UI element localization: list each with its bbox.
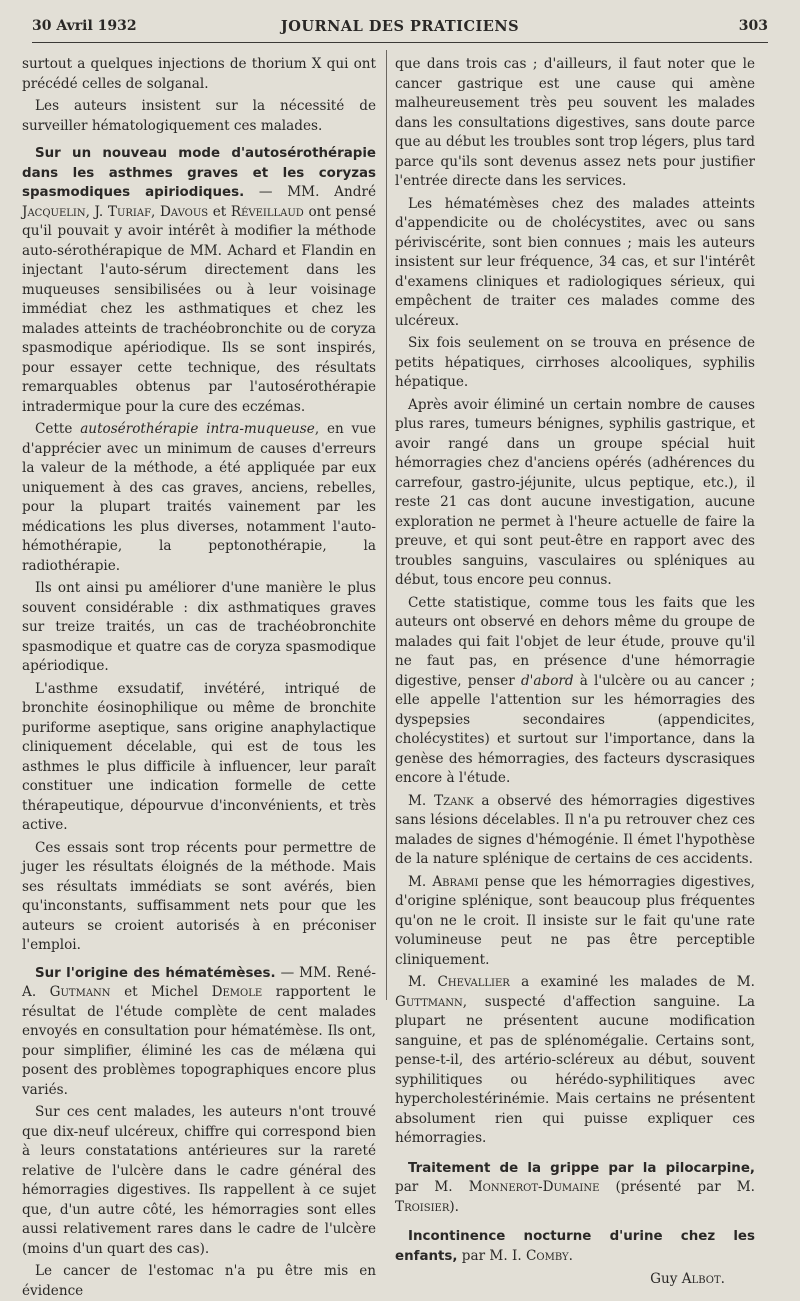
article-title: Traitement de la grippe par la pilocarpine, (408, 1160, 755, 1176)
paragraph: Les hématémèses chez des malades atteints d'appendicite ou de cholécystites, avec ou sans périviscérite, sont bien connues ; mais les auteurs insistent sur leur fréquence, 34 cas, et sur l'intérêt d'examens cliniques et radiologiques sérieux, qui empêchent de traiter ces malades comme des ulcéreux. (395, 195, 755, 329)
author-name: Gutmann (49, 984, 111, 1000)
paragraph: Six fois seulement on se trouva en présence de petits hépatiques, cirrhoses alcooliques, syphilis hépatique. (395, 335, 755, 390)
paragraph: Sur ces cent malades, les auteurs n'ont trouvé que dix-neuf ulcéreux, chiffre qui correspond bien à leurs constatations antérieures sur la rareté relative de l'ulcère dans le cadre général des hémorragies digestives. Ils rappellent à ce sujet que, d'un autre côté, les hémorragies sont elles aussi relativement rares dans le cadre de l'ulcère (moins d'un quart des cas). (22, 1104, 376, 1257)
author-name: Chevallier (437, 974, 510, 990)
author-name: Jacquelin (22, 203, 86, 220)
short-item-incontinence: Incontinence nocturne d'urine chez les enfants, par M. I. Comby. (395, 1229, 755, 1264)
paragraph: Les auteurs insistent sur la nécessité de surveiller hématologiquement ces malades. (22, 98, 376, 134)
article-title: Sur l'origine des hématémèses. (35, 965, 276, 981)
paragraph: M. Abrami pense que les hémorragies digestives, d'origine splénique, sont beaucoup plus fréquentes qu'on ne le croit. Il insiste sur le fait qu'une rate volumineuse peut ne pas être perceptible cliniquement. (395, 873, 755, 968)
author-name: Monnerot-Dumaine (468, 1179, 600, 1195)
short-item-grippe: Traitement de la grippe par la pilocarpine, par M. Monnerot-Dumaine (présenté par M. Troisier). (395, 1160, 756, 1215)
paragraph: surtout a quelques injections de thorium X qui ont précédé celles de solganal. (22, 56, 376, 92)
article-title: Incontinence nocturne d'urine chez les enfants, (395, 1229, 755, 1264)
right-column (395, 55, 756, 1287)
page-header (32, 16, 768, 43)
paragraph: M. Tzank a observé des hémorragies digestives sans lésions décelables. Il n'a pu retrouver chez ces malades de signes d'hémogénie. Il émet l'hypothèse de la nature splénique de certains de ces accidents. (395, 792, 756, 867)
paragraph: Cette autosérothérapie intra-muqueuse, en vue d'apprécier avec un minimum de causes d'erreurs la valeur de la méthode, a été appliquée par eux uniquement à des cas graves, anciens, rebelles, pour la plupart traités vainement par les médications les plus diverses, notamment l'auto-hémothérapie, la peptonothérapie, la radiothérapie. (22, 421, 376, 574)
article-title: Sur un nouveau mode d'autosérothérapie dans les asthmes graves et les coryzas spasmodiques apiriodiques. (22, 146, 376, 200)
author-name: Tzank (434, 792, 474, 809)
paragraph: L'asthme exsudatif, invétéré, intriqué de bronchite éosinophilique ou même de bronchite puriforme aseptique, sans origine anaphylactique cliniquement décelable, qui est de tous les asthmes le plus difficile à influencer, leur paraît constituer une indication formelle de cette thérapeutique, dépourvue d'inconvénients, et très active. (22, 680, 376, 833)
signature: Guy Albot. (650, 1271, 725, 1287)
author-name: Guttmann (395, 993, 463, 1010)
article-hematemeses: Sur l'origine des hématémèses. — MM. René-A. Gutmann et Michel Demole rapportent le résultat de l'étude complète de cent malades envoyés en consultation pour hématémèse. Ils ont, pour simplifier, éliminé les cas de mélæna qui posent des problèmes topographiques encore plus variés. (22, 964, 376, 1098)
journal-title: JOURNAL DES PRATICIENS (280, 18, 520, 35)
paragraph: que dans trois cas ; d'ailleurs, il faut noter que le cancer gastrique est une cause qui amène malheureusement très peu souvent les malades dans les consultations digestives, sans doute parce que au début les troubles sont trop légers, plus tard parce qu'ils sont devenus assez nets pour justifier l'entrée directe dans les services. (395, 56, 755, 189)
paragraph: Le cancer de l'estomac n'a pu être mis en évidence (22, 1263, 376, 1299)
author-name: Abrami (432, 873, 479, 890)
author-name: Demole (211, 984, 263, 1000)
article-autoserotherapie: Sur un nouveau mode d'autosérothérapie dans les asthmes graves et les coryzas spasmodiques apiriodiques. — MM. André Jacquelin, J. Turiaf, Davous et Réveillaud ont pensé qu'il pouvait y avoir intérêt à modifier la méthode auto-sérothérapique de MM. Achard et Flandin en injectant l'auto-sérum directement dans les muqueuses sensibilisées ou à leur voisinage immédiat chez les asthmatiques et chez les malades atteints de trachéobronchite ou de coryza spasmodique apériodique. Ils se sont inspirés, pour essayer cette technique, des résultats remarquables obtenus par l'autosérothérapie intradermique pour la cure des eczémas. (22, 146, 376, 415)
author-name: Réveillaud (230, 203, 304, 220)
author-name: Davous (159, 203, 209, 220)
column-divider (386, 50, 387, 1000)
left-column (22, 55, 376, 1299)
paragraph: Ces essais sont trop récents pour permettre de juger les résultats éloignés de la méthode. Mais ses résultats immédiats se sont avérés, bien qu'inconstants, suffisamment nets pour que les auteurs se croient autorisés à en préconiser l'emploi. (22, 839, 376, 953)
paragraph: Cette statistique, comme tous les faits que les auteurs ont observé en dehors même du groupe de malades qui fait l'objet de leur étude, prouve qu'il ne faut pas, en présence d'une hémorragie digestive, penser d'abord à l'ulcère ou au cancer ; elle appelle l'attention sur les hémorragies des dyspepsies secondaires (appendicites, cholécystites) et surtout sur l'importance, dans la genèse des hémorragies, des facteurs dyscrasiques encore à l'étude. (395, 594, 755, 786)
paragraph: Après avoir éliminé un certain nombre de causes plus rares, tumeurs bénignes, syphilis gastrique, et avoir rangé dans un groupe spécial huit hémorragies chez d'anciens opérés (adhérences du carrefour, gastro-jéjunite, ulcus peptique, etc.), il reste 21 cas dont aucune investigation, aucune exploration ne permet à l'heure actuelle de faire la preuve, et qui sont peut-être en rapport avec des troubles sanguins, vasculaires ou spléniques au début, tous encore peu connus. (395, 396, 755, 588)
author-name: Comby (526, 1247, 569, 1264)
page-number: 303 (738, 18, 768, 34)
paragraph: M. Chevallier a examiné les malades de M. Guttmann, suspecté d'affection sanguine. La plupart ne présentent aucune modification sanguine, et pas de splénomégalie. Certains sont, pense-t-il, des artério-scléreux au début, souvent syphilitiques ou hérédo-syphilitiques avec hypercholestérinémie. Mais certains ne présentent absolument rien qui puisse expliquer ces hémorragies. (395, 974, 755, 1146)
issue-date: 30 Avril 1932 (32, 18, 137, 34)
paragraph: Ils ont ainsi pu améliorer d'une manière le plus souvent considérable : dix asthmatiques graves sur treize traités, un cas de trachéobronchite spasmodique et quatre cas de coryza spasmodique apériodique. (22, 580, 376, 674)
author-name: Turiaf (107, 203, 152, 220)
author-name: Troisier (395, 1198, 450, 1215)
